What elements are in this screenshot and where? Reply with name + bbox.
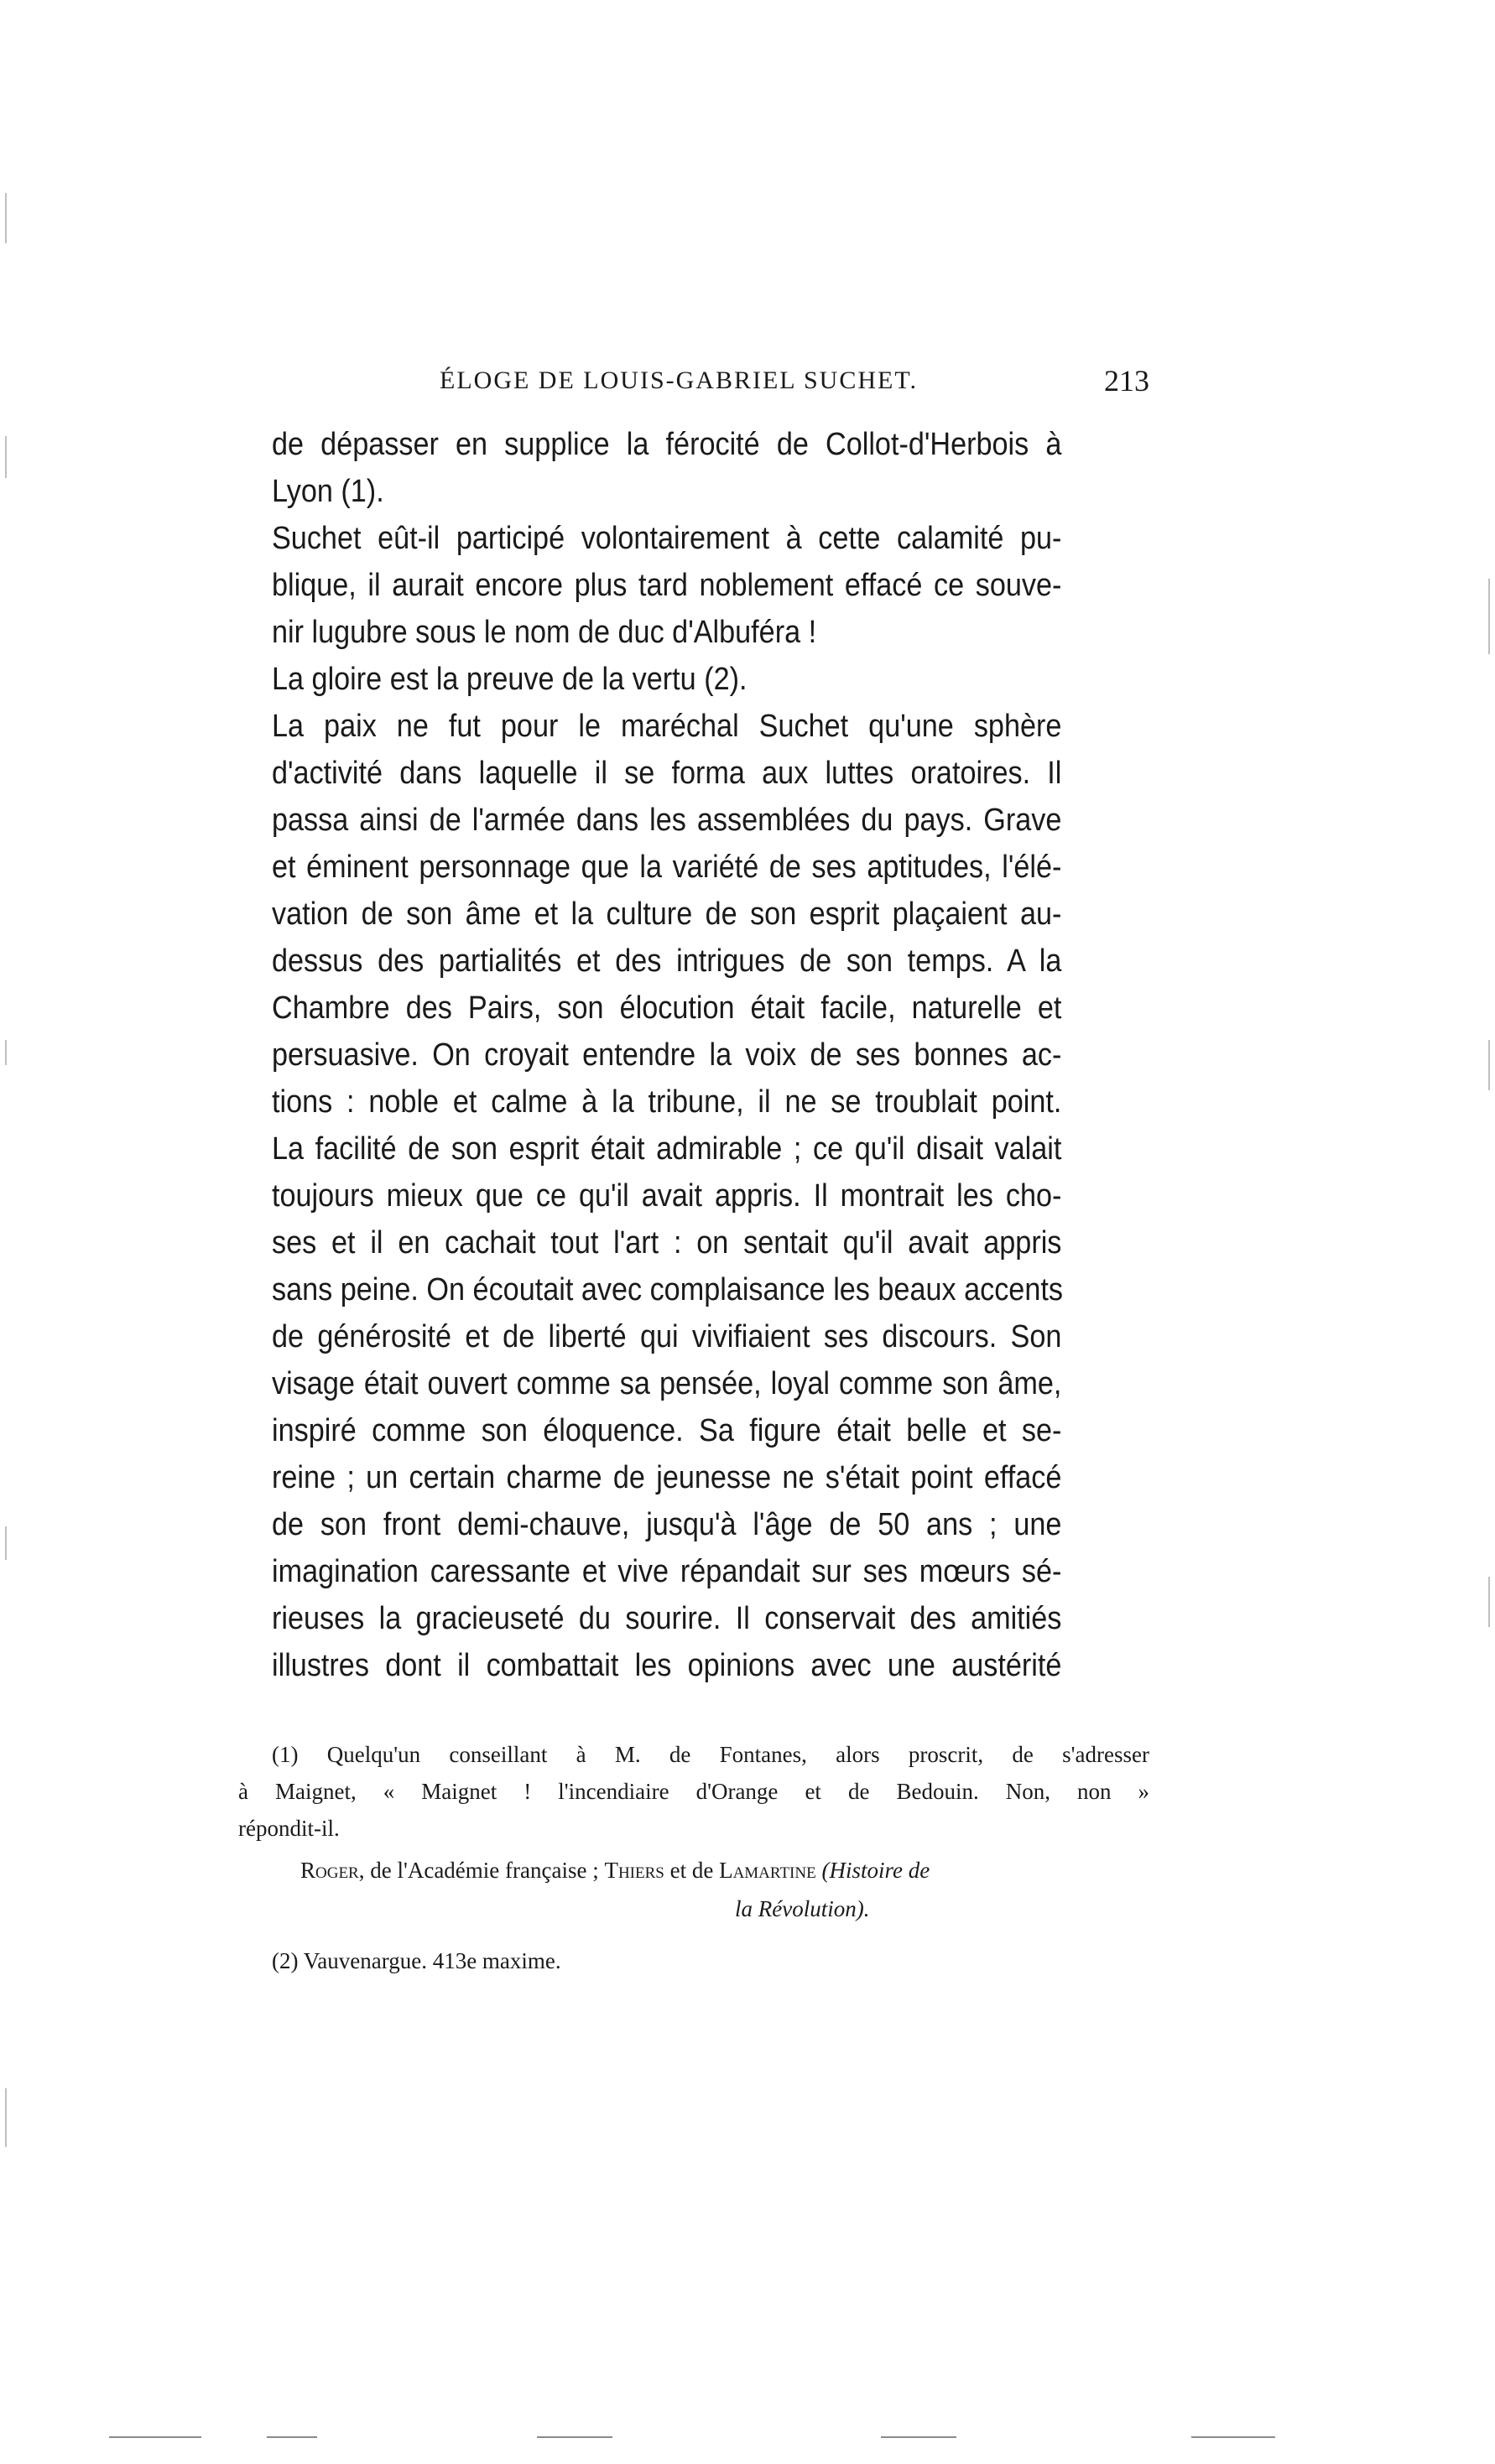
bottom-rule bbox=[109, 2436, 201, 2438]
body-line: Lyon (1). bbox=[272, 474, 384, 509]
body-line: de générosité et de liberté qui vivifiaient ses discours. Son bbox=[272, 1319, 1062, 1354]
footnote-line: (1) Quelqu'un conseillant à M. de Fontanes, alors proscrit, de s'adresser bbox=[272, 1742, 1149, 1767]
body-line: vation de son âme et la culture de son esprit plaçaient au- bbox=[272, 897, 1062, 932]
body-line: imagination caressante et vive répandait sur ses mœurs sé- bbox=[272, 1554, 1062, 1589]
footnote-attribution-cont bbox=[735, 1890, 1070, 1927]
footnote-attribution: Roger, de l'Académie française ; Thiers et de Lamartine (Histoire de bbox=[300, 1858, 930, 1883]
body-line: toujours mieux que ce qu'il avait appris. Il montrait les cho- bbox=[272, 1178, 1062, 1214]
scan-edge-mark bbox=[1488, 1040, 1490, 1090]
scan-edge-mark bbox=[5, 1526, 7, 1560]
body-line: inspiré comme son éloquence. Sa figure était belle et se- bbox=[272, 1413, 1062, 1448]
body-line: illustres dont il combattait les opinions avec une austérité bbox=[272, 1648, 1062, 1683]
body-line: sans peine. On écoutait avec complaisance les beaux accents bbox=[272, 1272, 1063, 1307]
author-name: Roger bbox=[300, 1858, 359, 1883]
bottom-rule bbox=[537, 2436, 612, 2438]
scan-edge-mark bbox=[5, 2088, 7, 2147]
scan-edge-mark bbox=[5, 193, 7, 243]
body-line: blique, il aurait encore plus tard noblement effacé ce souve- bbox=[272, 568, 1062, 603]
body-line: reine ; un certain charme de jeunesse ne s'était point effacé bbox=[272, 1460, 1062, 1495]
scan-edge-mark bbox=[1488, 1577, 1490, 1627]
body-line: de son front demi-chauve, jusqu'à l'âge de 50 ans ; une bbox=[272, 1507, 1062, 1542]
author-name: Lamartine bbox=[719, 1858, 816, 1883]
page-number: 213 bbox=[1104, 364, 1149, 398]
body-line: Suchet eût-il participé volontairement à cette calamité pu- bbox=[272, 521, 1062, 556]
body-line: Chambre des Pairs, son élocution était facile, naturelle et bbox=[272, 990, 1062, 1026]
body-line: visage était ouvert comme sa pensée, loyal comme son âme, bbox=[272, 1366, 1062, 1401]
body-line: et éminent personnage que la variété de ses aptitudes, l'élé- bbox=[272, 850, 1062, 885]
footnote-line: à Maignet, « Maignet ! l'incendiaire d'Orange et de Bedouin. Non, non » bbox=[238, 1779, 1149, 1804]
body-line: La gloire est la preuve de la vertu (2). bbox=[272, 662, 748, 697]
running-title: ÉLOGE DE LOUIS-GABRIEL SUCHET. bbox=[440, 366, 918, 394]
bottom-rule bbox=[267, 2436, 317, 2438]
body-line: persuasive. On croyait entendre la voix de ses bonnes ac- bbox=[272, 1037, 1062, 1073]
work-title: (Histoire de bbox=[815, 1858, 930, 1883]
scan-edge-mark bbox=[5, 1040, 7, 1065]
body-line: tions : noble et calme à la tribune, il ne se troublait point. bbox=[272, 1084, 1062, 1120]
body-line: ses et il en cachait tout l'art : on sentait qu'il avait appris bbox=[272, 1225, 1062, 1261]
scan-edge-mark bbox=[5, 436, 7, 478]
body-line: passa ainsi de l'armée dans les assemblées du pays. Grave bbox=[272, 803, 1062, 838]
author-name: Thiers bbox=[604, 1858, 664, 1883]
body-line: La paix ne fut pour le maréchal Suchet qu'une sphère bbox=[272, 709, 1062, 744]
footnote-line: (2) Vauvenargue. 413e maxime. bbox=[272, 1948, 561, 1973]
footnote-line: répondit-il. bbox=[238, 1816, 340, 1841]
work-title: la Révolution). bbox=[735, 1896, 870, 1921]
body-line: de dépasser en supplice la férocité de Collot-d'Herbois à bbox=[272, 427, 1062, 462]
running-header bbox=[272, 356, 1149, 407]
bottom-rule bbox=[1191, 2436, 1275, 2438]
body-line: rieuses la gracieuseté du sourire. Il conservait des amitiés bbox=[272, 1601, 1062, 1636]
body-line: dessus des partialités et des intrigues de son temps. A la bbox=[272, 943, 1062, 979]
bottom-rule bbox=[881, 2436, 956, 2438]
body-line: nir lugubre sous le nom de duc d'Albuféra ! bbox=[272, 615, 817, 650]
scan-edge-mark bbox=[1488, 579, 1490, 654]
body-line: d'activité dans laquelle il se forma aux luttes oratoires. Il bbox=[272, 756, 1062, 791]
body-line: La facilité de son esprit était admirable ; ce qu'il disait valait bbox=[272, 1131, 1062, 1167]
